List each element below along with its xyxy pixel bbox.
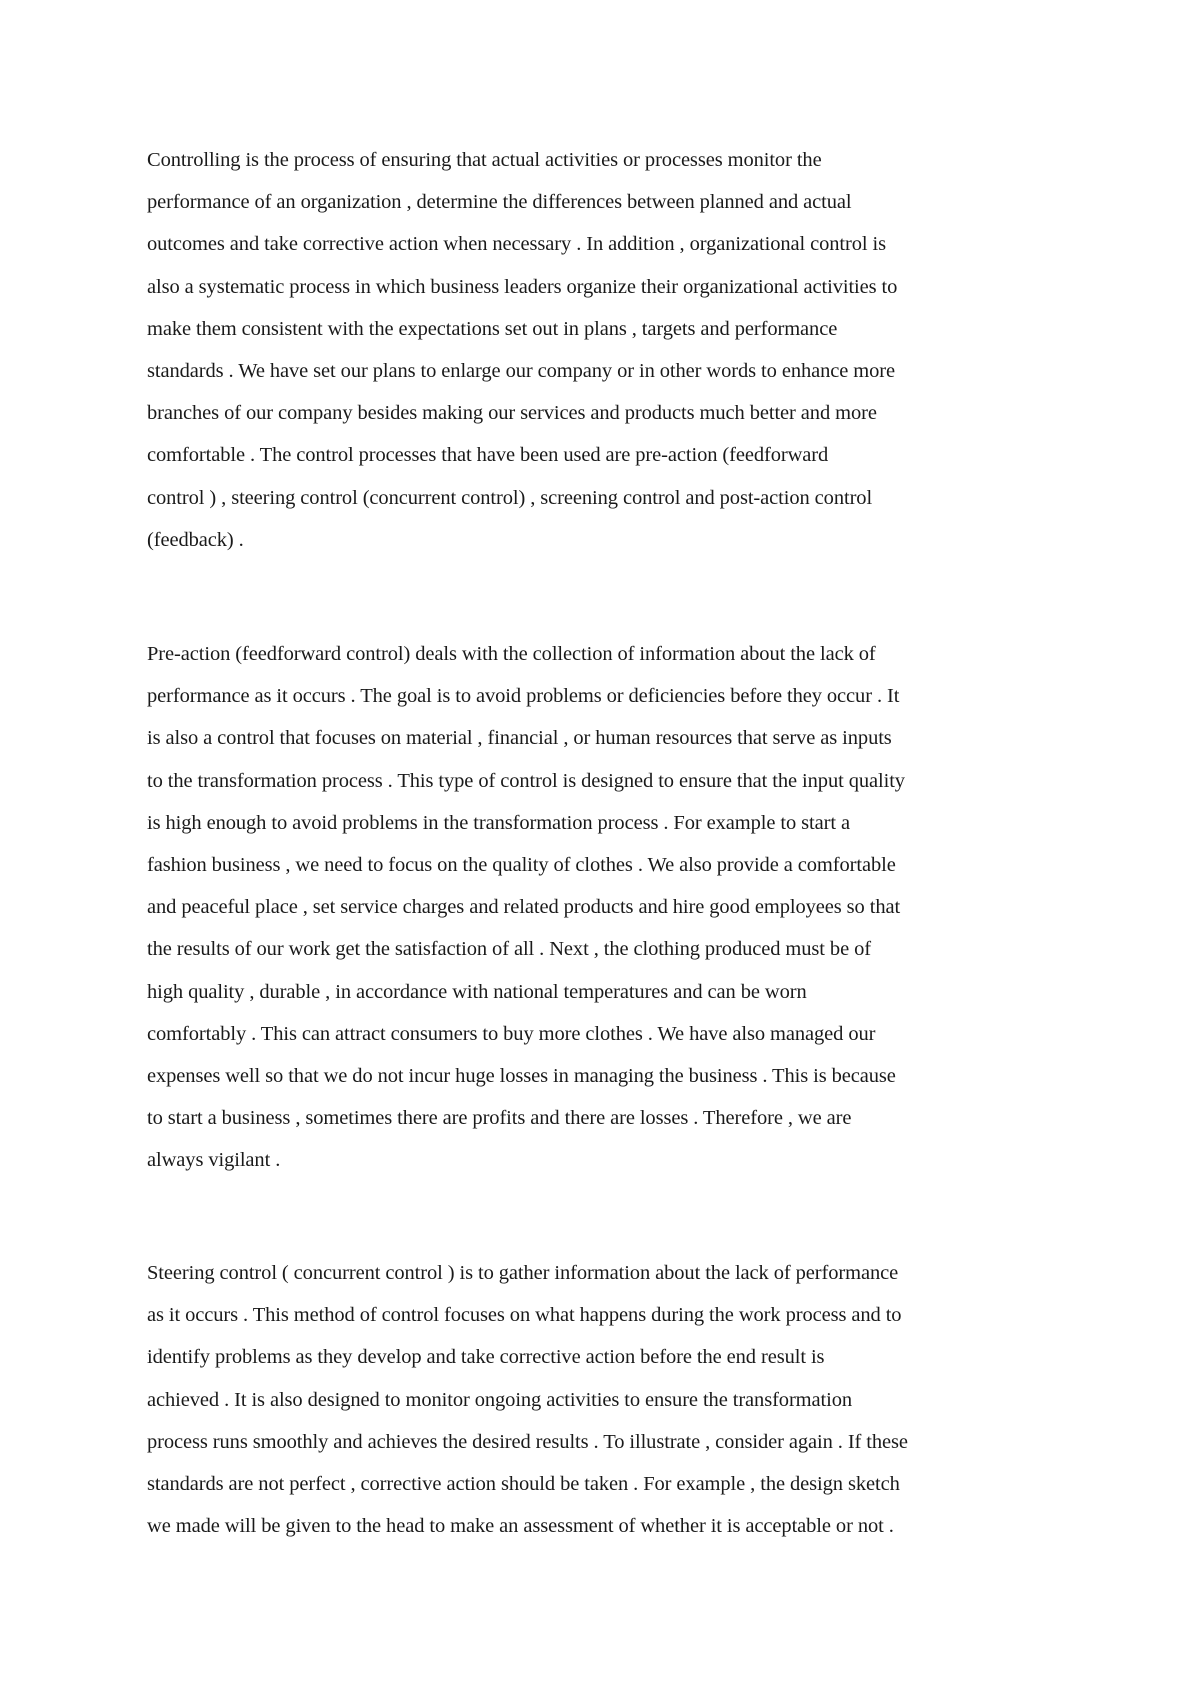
paragraph-steering-control: [147, 1252, 1077, 1547]
text-line: identify problems as they develop and take corrective action before the end result is: [147, 1346, 825, 1369]
text-line: make them consistent with the expectations set out in plans , targets and performance: [147, 317, 838, 340]
text-line: achieved . It is also designed to monitor ongoing activities to ensure the transformation: [147, 1388, 853, 1411]
text-line: outcomes and take corrective action when necessary . In addition , organizational control is: [147, 233, 886, 256]
text-line: is also a control that focuses on material , financial , or human resources that serve as inputs: [147, 727, 892, 750]
text-line: Steering control ( concurrent control ) is to gather information about the lack of performance: [147, 1262, 899, 1284]
text-line: we made will be given to the head to make an assessment of whether it is acceptable or not .: [147, 1515, 894, 1538]
text-line: fashion business , we need to focus on the quality of clothes . We also provide a comfortable: [147, 854, 896, 877]
text-line: standards . We have set our plans to enlarge our company or in other words to enhance more: [147, 360, 896, 383]
text-line: performance as it occurs . The goal is to avoid problems or deficiencies before they occur . It: [147, 685, 900, 708]
text-line: branches of our company besides making our services and products much better and more: [147, 402, 877, 425]
text-line: always vigilant .: [147, 1149, 281, 1172]
text-line: the results of our work get the satisfaction of all . Next , the clothing produced must be of: [147, 938, 871, 961]
text-line: high quality , durable , in accordance with national temperatures and can be worn: [147, 980, 807, 1003]
text-line: is high enough to avoid problems in the transformation process . For example to start a: [147, 811, 850, 834]
text-line: control ) , steering control (concurrent control) , screening control and post-action control: [147, 486, 873, 509]
text-line: Pre-action (feedforward control) deals with the collection of information about the lack of: [147, 643, 876, 665]
text-line: as it occurs . This method of control focuses on what happens during the work process and to: [147, 1304, 902, 1327]
paragraph-controlling-intro: [147, 139, 1077, 561]
text-line: also a systematic process in which business leaders organize their organizational activities to: [147, 275, 898, 298]
paragraph-pre-action-control: [147, 633, 1077, 1182]
text-line: to the transformation process . This type of control is designed to ensure that the input quality: [147, 769, 905, 792]
text-line: comfortably . This can attract consumers to buy more clothes . We have also managed our: [147, 1022, 876, 1045]
text-line: and peaceful place , set service charges and related products and hire good employees so that: [147, 896, 901, 919]
text-line: to start a business , sometimes there are profits and there are losses . Therefore , we are: [147, 1107, 852, 1130]
text-line: process runs smoothly and achieves the desired results . To illustrate , consider again . If these: [147, 1430, 908, 1453]
text-line: (feedback) .: [147, 528, 244, 551]
text-line: expenses well so that we do not incur huge losses in managing the business . This is because: [147, 1065, 896, 1088]
text-line: Controlling is the process of ensuring that actual activities or processes monitor the: [147, 149, 822, 171]
text-line: comfortable . The control processes that have been used are pre-action (feedforward: [147, 444, 829, 467]
text-line: standards are not perfect , corrective action should be taken . For example , the design sketch: [147, 1473, 900, 1496]
text-line: performance of an organization , determine the differences between planned and actual: [147, 191, 852, 214]
